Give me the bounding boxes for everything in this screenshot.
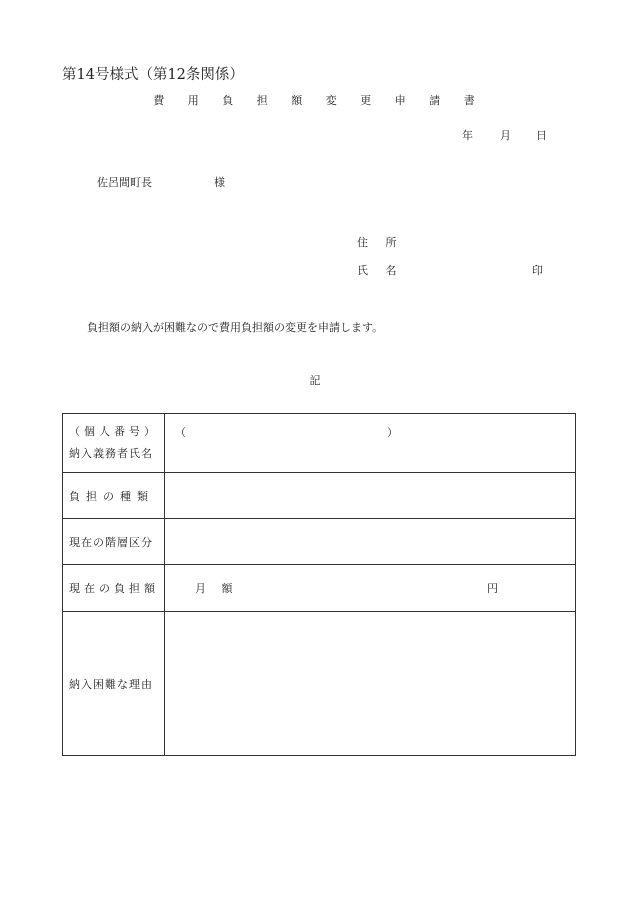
current-tier-label: 現在の階層区分 (63, 519, 165, 565)
close-paren: ） (387, 426, 398, 439)
monthly-amount-label: 月 額 (195, 582, 239, 595)
recipient-honorific: 様 (214, 176, 225, 189)
ki-heading: 記 (309, 374, 321, 387)
taxpayer-name-label: 納入義務者氏名 (69, 447, 153, 460)
date-year-label: 年 (462, 129, 473, 142)
date-month-label: 月 (500, 129, 511, 142)
date-day-label: 日 (536, 129, 547, 142)
table-row (63, 414, 576, 473)
recipient-name: 佐呂間町長 (97, 176, 152, 189)
hardship-reason-label: 納入困難な理由 (63, 612, 165, 756)
document-title: 費 用 負 担 額 変 更 申 請 書 (153, 94, 485, 107)
form-number: 第14号様式（第12条関係） (62, 67, 244, 83)
table-row (63, 473, 576, 519)
current-burden-label: 現在の負担額 (63, 565, 165, 612)
burden-type-value-cell[interactable] (165, 473, 576, 519)
personal-number-label: （個人番号） (69, 425, 159, 438)
open-paren: （ (175, 426, 186, 439)
table-row (63, 565, 576, 612)
details-table (62, 413, 576, 756)
applicant-name-label: 氏 名 (357, 264, 404, 277)
burden-type-label: 負担の種類 (63, 473, 165, 519)
current-burden-value-cell[interactable] (165, 565, 576, 612)
hardship-reason-value-cell[interactable] (165, 612, 576, 756)
taxpayer-label-cell (63, 414, 165, 473)
current-tier-value-cell[interactable] (165, 519, 576, 565)
table-row (63, 612, 576, 756)
table-row (63, 519, 576, 565)
yen-unit: 円 (487, 582, 498, 595)
application-statement: 負担額の納入が困難なので費用負担額の変更を申請します。 (87, 321, 384, 334)
applicant-address-label: 住 所 (357, 236, 404, 249)
seal-mark: 印 (532, 264, 543, 277)
taxpayer-value-cell[interactable] (165, 414, 576, 473)
